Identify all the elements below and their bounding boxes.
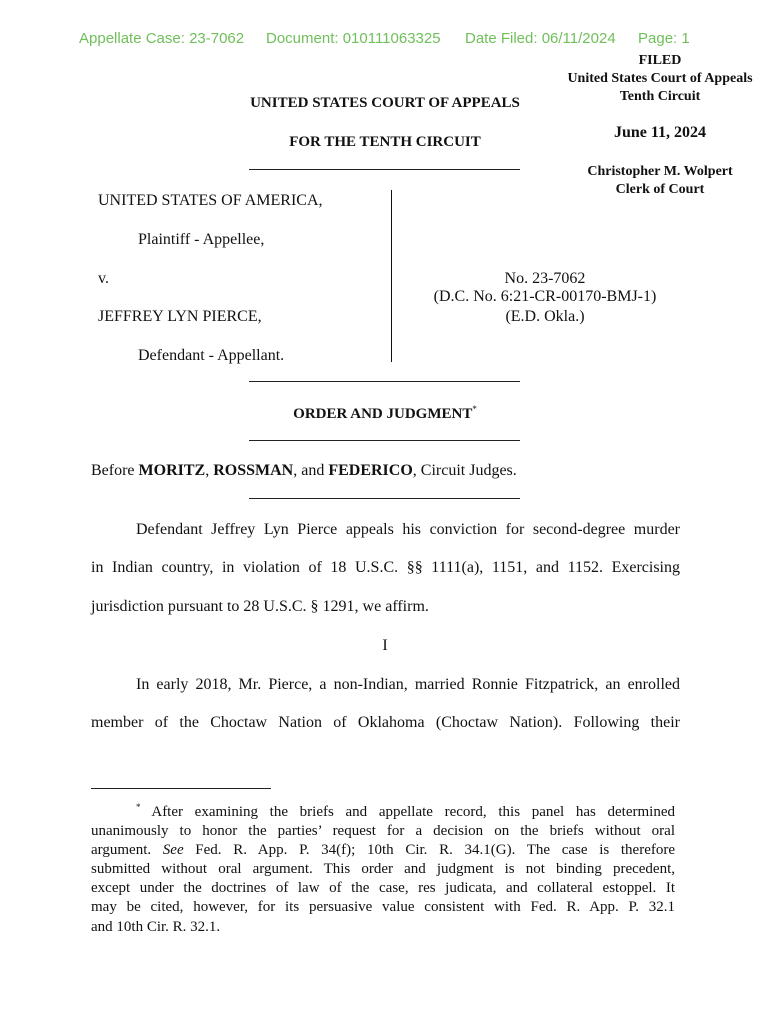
judge-name: ROSSMAN [213, 462, 294, 479]
order-title [185, 404, 585, 423]
plaintiff-name: UNITED STATES OF AMERICA, [98, 192, 323, 209]
footnote-line: may be cited, however, for its persuasive value consistent with Fed. R. App. P. 32.1 [91, 899, 675, 916]
body-text-line: member of the Choctaw Nation of Oklahoma (Choctaw Nation). Following their [91, 714, 680, 731]
filed-court: United States Court of Appeals [567, 71, 753, 86]
separator: , and [293, 462, 329, 479]
header-page-number: Page: 1 [638, 30, 690, 47]
footnote-text: Fed. R. App. P. 34(f); 10th Cir. R. 34.1(G). The case is therefore [183, 842, 675, 859]
separator: , [205, 462, 214, 479]
footnote-line [91, 798, 675, 822]
defendant-name: JEFFREY LYN PIERCE, [98, 308, 262, 325]
footnote-mark: * [136, 802, 141, 812]
district-case-number: (D.C. No. 6:21-CR-00170-BMJ-1) [433, 288, 657, 305]
divider-rule [249, 381, 520, 382]
footnote-signal: See [162, 842, 184, 859]
section-heading: I [382, 637, 388, 654]
footnote-line [91, 841, 675, 860]
divider-rule [249, 169, 520, 170]
filed-date: June 11, 2024 [613, 124, 706, 141]
footnote-rule [91, 788, 271, 789]
order-title-text: ORDER AND JUDGMENT [293, 406, 473, 422]
footnote-text: After examining the briefs and appellate record, this panel has determined [151, 804, 675, 820]
case-number: No. 23-7062 [504, 270, 586, 287]
before-suffix: , Circuit Judges. [412, 462, 517, 479]
versus: v. [98, 270, 109, 287]
footnote-line: except under the doctrines of law of the case, res judicata, and collateral estoppel. It [91, 880, 675, 897]
body-text-line: jurisdiction pursuant to 28 U.S.C. § 1291, we affirm. [91, 598, 429, 615]
divider-rule [249, 440, 520, 441]
footnote [91, 798, 675, 937]
panel-judges [91, 462, 517, 480]
judge-name: MORITZ [138, 462, 206, 479]
header-case-number: Appellate Case: 23-7062 [79, 30, 245, 47]
body-text-line: in Indian country, in violation of 18 U.S.C. §§ 1111(a), 1151, and 1152. Exercising [91, 559, 680, 576]
filed-circuit: Tenth Circuit [619, 89, 701, 104]
court-name: UNITED STATES COURT OF APPEALS [250, 95, 520, 111]
body-text-line: In early 2018, Mr. Pierce, a non-Indian, married Ronnie Fitzpatrick, an enrolled [136, 676, 680, 693]
header-date-filed: Date Filed: 06/11/2024 [465, 30, 616, 47]
divider-rule [249, 498, 520, 499]
filed-label: FILED [638, 53, 682, 68]
footnote-marker: * [472, 404, 477, 414]
plaintiff-role: Plaintiff - Appellee, [138, 231, 265, 248]
clerk-title: Clerk of Court [615, 182, 705, 197]
before-prefix: Before [91, 462, 139, 479]
header-document-number: Document: 010111063325 [266, 30, 441, 47]
district-court: (E.D. Okla.) [505, 308, 585, 325]
footnote-line: submitted without oral argument. This order and judgment is not binding precedent, [91, 861, 675, 878]
judge-name: FEDERICO [328, 462, 413, 479]
body-text-line: Defendant Jeffrey Lyn Pierce appeals his conviction for second-degree murder [136, 521, 680, 538]
footnote-text: argument. [91, 842, 163, 859]
clerk-name: Christopher M. Wolpert [587, 164, 733, 179]
court-circuit: FOR THE TENTH CIRCUIT [289, 134, 481, 150]
footnote-line: unanimously to honor the parties’ request for a decision on the briefs without oral [91, 823, 675, 840]
defendant-role: Defendant - Appellant. [138, 347, 285, 364]
caption-divider [391, 190, 392, 362]
footnote-line: and 10th Cir. R. 32.1. [91, 918, 221, 935]
